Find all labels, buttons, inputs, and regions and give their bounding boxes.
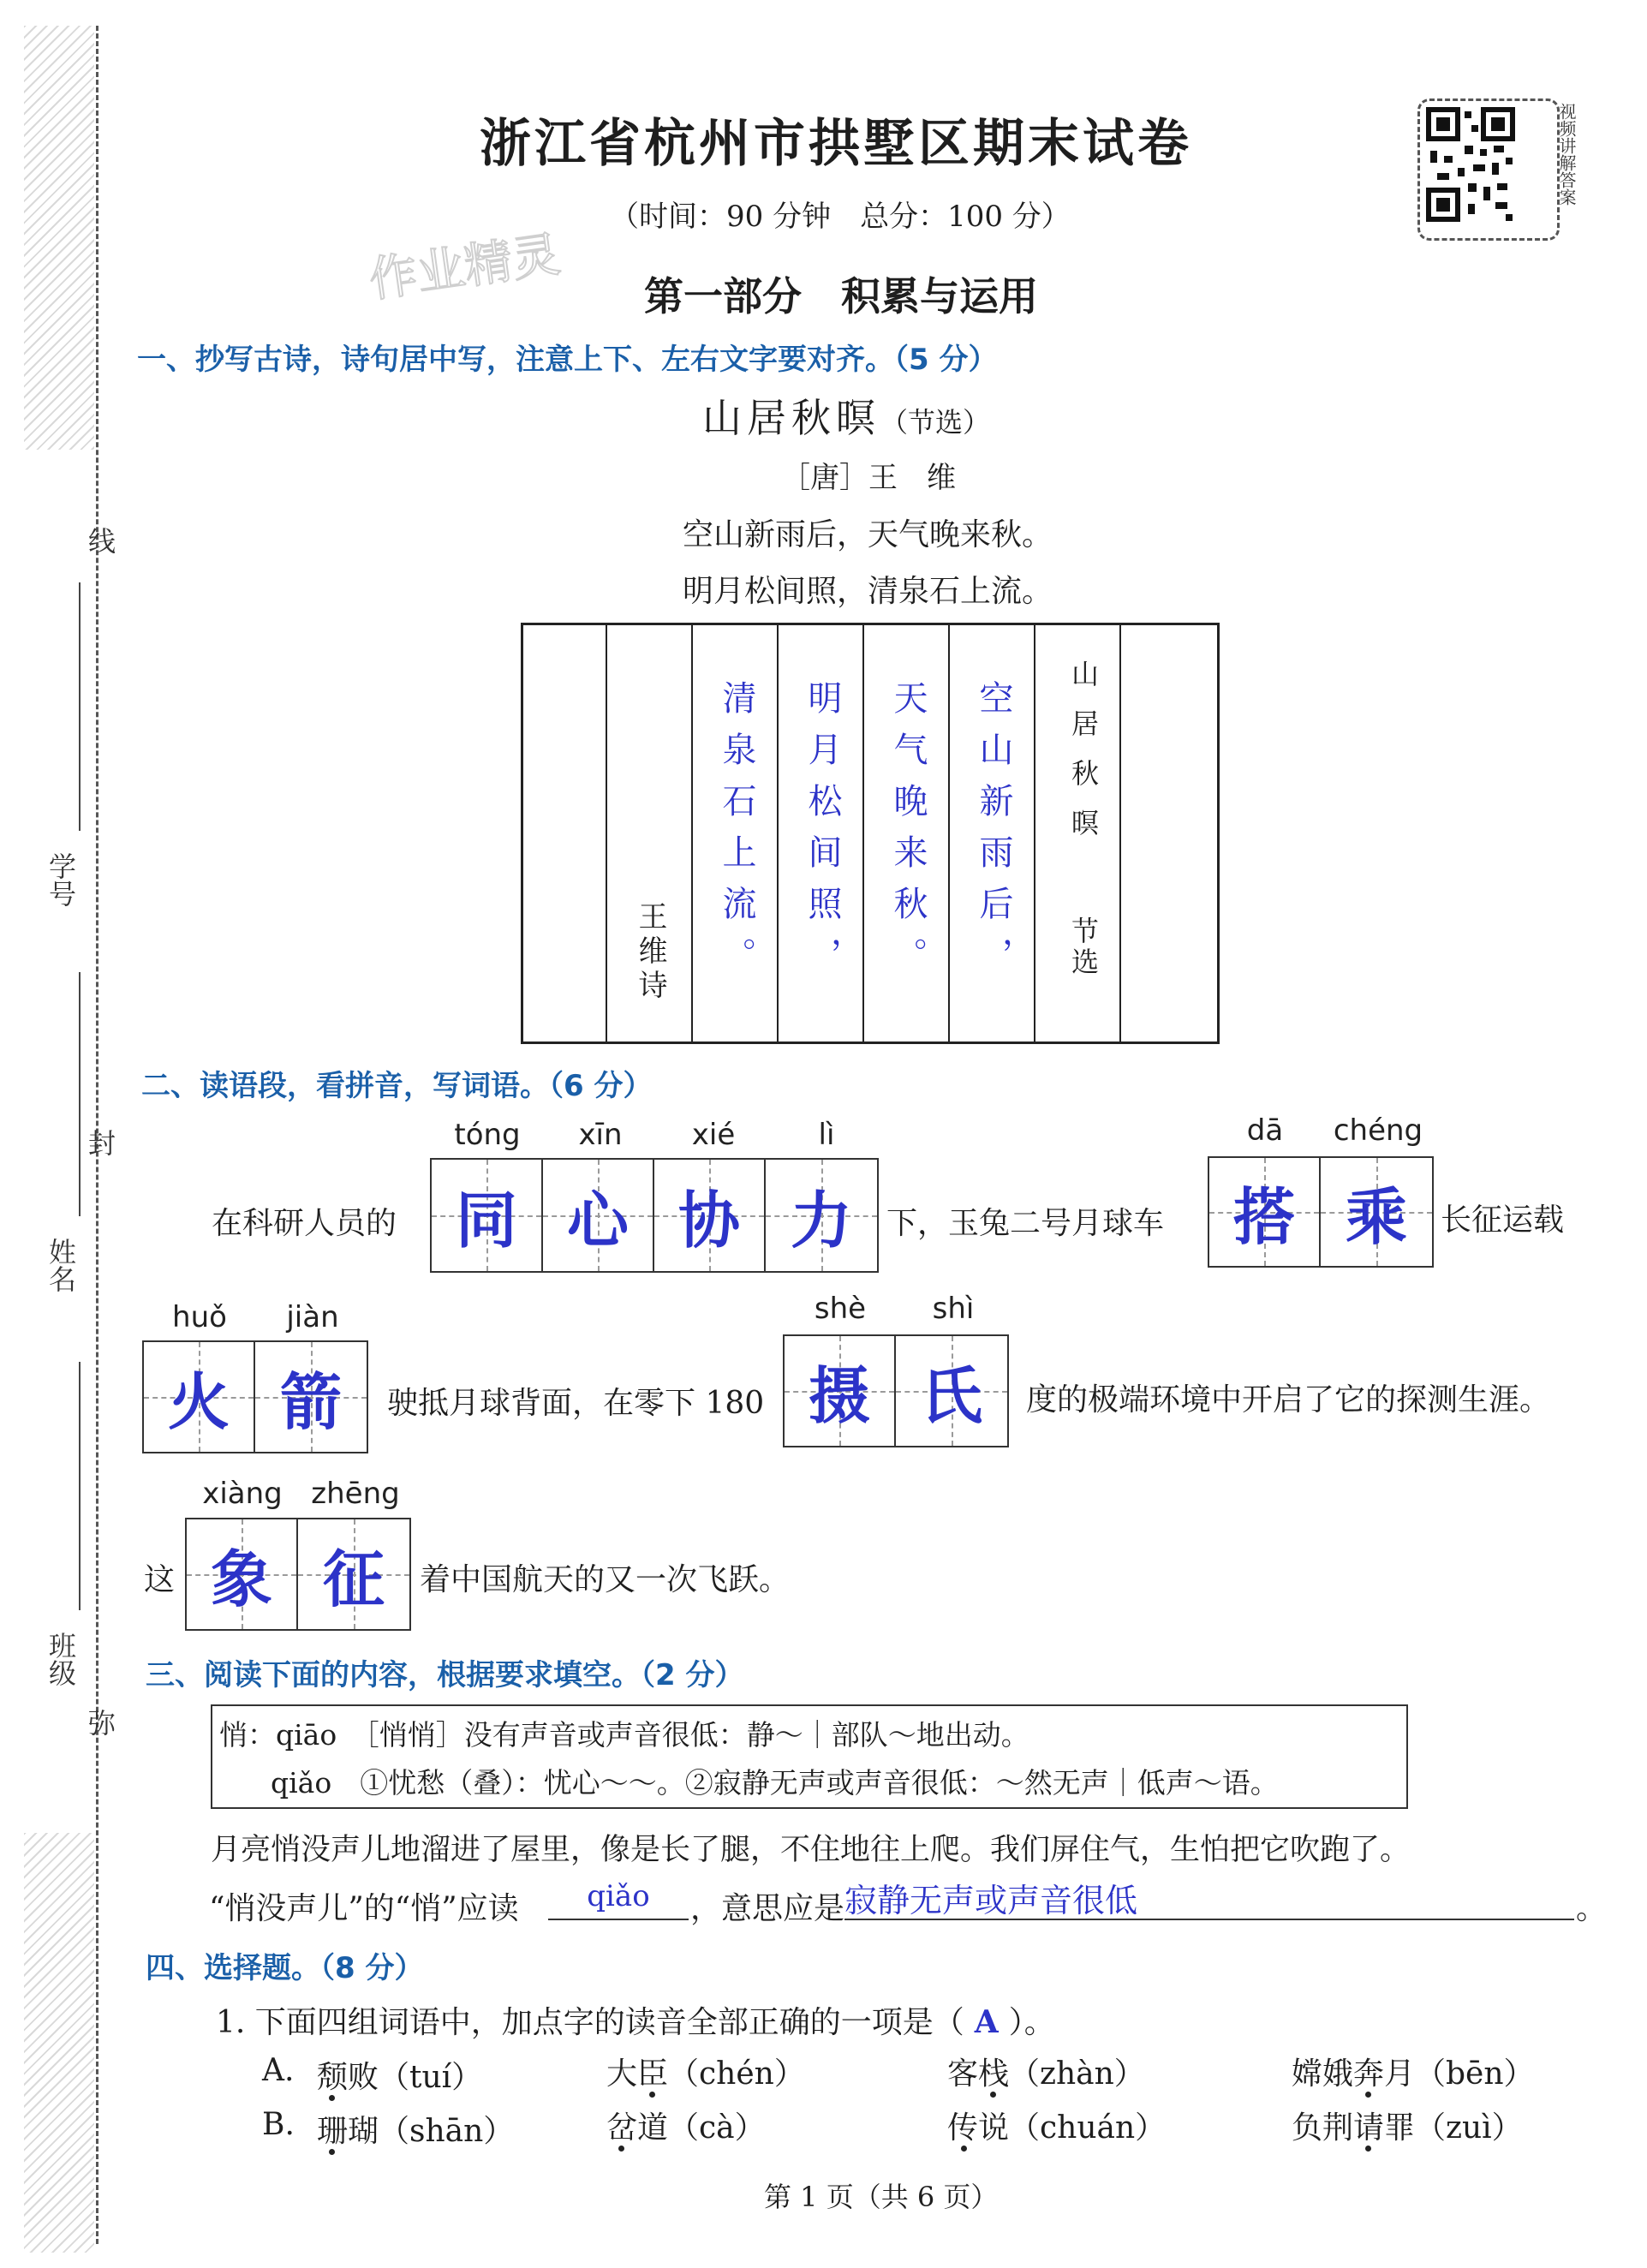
time-score-info: （时间：90 分钟 总分：100 分）	[610, 200, 1071, 234]
emphasis-dot	[1365, 2092, 1371, 2098]
grid-line-1: 空山新雨后，	[974, 680, 1013, 988]
q2-text-7: 着中国航天的又一次飞跃。	[420, 1562, 791, 1597]
q4-question-1	[216, 1998, 1055, 2042]
option-a-label[interactable]: A.	[262, 2053, 295, 2088]
answer-char: 力	[790, 1184, 852, 1256]
answer-meaning: 寂静无声或声音很低	[844, 1882, 1138, 1919]
poem-line-2: 明月松间照，清泉石上流。	[683, 574, 1053, 609]
binding-hatch-top	[24, 26, 94, 450]
answer-char: 协	[677, 1184, 740, 1256]
answer-box-tongxinxieli[interactable]	[430, 1158, 879, 1273]
answer-box-xiangzheng[interactable]	[185, 1518, 411, 1631]
q3-question-prefix: “悄没声儿”的“悄”应读	[209, 1891, 519, 1926]
answer-cell	[896, 1336, 1007, 1446]
pinyin: shè	[814, 1292, 867, 1326]
dictionary-line-2: qiǎo ①忧愁（叠）：忧心～～。②寂静无声或声音很低：～然无声｜低声～语。	[271, 1766, 1279, 1799]
answer-pinyin: qiǎo	[587, 1879, 650, 1913]
answer-char: 心	[566, 1184, 629, 1256]
margin-sealed-label: 弥	[84, 1709, 116, 1736]
grid-line-2: 天气晚来秋。	[888, 680, 928, 988]
grid-line-3: 明月松间照，	[803, 680, 842, 988]
pinyin: tóng	[454, 1118, 521, 1152]
answer-cell	[654, 1160, 766, 1271]
answer-cell	[144, 1342, 255, 1452]
q4-answer: A	[974, 2004, 999, 2040]
q3-sentence: 月亮悄没声儿地溜进了屋里，像是长了腿，不住地往上爬。我们屏住气，生怕把它吹跑了。	[211, 1833, 1411, 1867]
q2-heading: 二、读语段，看拼音，写词语。（6 分）	[141, 1069, 653, 1103]
option-b-item-1: 珊瑚（shān）	[317, 2114, 515, 2149]
option-a-item-1: 颓败（tuí）	[317, 2060, 483, 2095]
qr-code[interactable]	[1417, 98, 1560, 241]
grid-column-1	[523, 625, 607, 1041]
margin-seal-label: 封	[84, 1129, 116, 1156]
pinyin: zhēng	[311, 1477, 400, 1511]
option-b-item-3: 传说（chuán）	[947, 2110, 1167, 2146]
emphasis-dot	[961, 2146, 967, 2152]
answer-char: 氏	[920, 1359, 982, 1432]
margin-line-label: 线	[84, 527, 116, 554]
answer-cell	[1321, 1158, 1432, 1266]
option-a-item-4: 嫦娥奔月（bēn）	[1292, 2056, 1535, 2092]
q2-text-5: 度的极端环境中开启了它的探测生涯。	[1026, 1382, 1551, 1418]
grid-poem-note: 节选	[1067, 916, 1100, 978]
answer-char: 摄	[808, 1359, 870, 1432]
emphasis-dot	[329, 2095, 335, 2101]
answer-cell	[766, 1160, 877, 1271]
grid-column-8	[1123, 625, 1207, 1041]
q2-text-4: 驶抵月球背面，在零下 180	[387, 1386, 765, 1421]
answer-blank-pinyin[interactable]	[548, 1879, 689, 1920]
option-b-item-2: 岔道（cà）	[606, 2110, 766, 2146]
q1-heading: 一、抄写古诗，诗句居中写，注意上下、左右文字要对齐。（5 分）	[137, 343, 998, 377]
poem-author: ［唐］王 维	[781, 461, 956, 495]
student-no-label: 学号	[45, 852, 77, 907]
pinyin: xié	[691, 1118, 736, 1152]
answer-cell	[255, 1342, 367, 1452]
pinyin: jiàn	[286, 1300, 339, 1334]
option-b-label[interactable]: B.	[262, 2107, 295, 2142]
poem-title	[702, 387, 990, 444]
q2-text-3: 长征运载	[1441, 1203, 1565, 1238]
poem-line-1: 空山新雨后，天气晚来秋。	[683, 517, 1053, 552]
q2-text-2: 下，玉兔二号月球车	[886, 1206, 1165, 1241]
page-footer: 第 1 页（共 6 页）	[764, 2181, 999, 2213]
answer-char: 同	[455, 1184, 517, 1256]
qr-label: 视频讲解答案	[1556, 103, 1577, 206]
answer-box-sheshi[interactable]	[783, 1334, 1009, 1447]
emphasis-dot	[618, 2146, 624, 2152]
answer-char: 搭	[1232, 1180, 1295, 1253]
option-b-item-4: 负荆请罪（zuì）	[1292, 2110, 1523, 2146]
q2-text-1: 在科研人员的	[212, 1206, 397, 1241]
binding-hatch-bottom	[24, 1833, 94, 2253]
q3-question-mid: ，意思应是	[690, 1891, 845, 1926]
grid-poem-title: 山居秋暝	[1067, 660, 1100, 858]
answer-cell	[432, 1160, 543, 1271]
emphasis-dot	[990, 2092, 996, 2098]
emphasis-dot	[1365, 2146, 1371, 2152]
pinyin: huǒ	[172, 1300, 227, 1334]
qr-code-image	[1420, 101, 1552, 233]
q3-heading: 三、阅读下面的内容，根据要求填空。（2 分）	[146, 1658, 744, 1692]
part1-heading: 第一部分 积累与运用	[644, 273, 1038, 319]
student-no-blank[interactable]	[79, 582, 81, 831]
answer-char: 象	[210, 1543, 272, 1615]
poem-copy-grid[interactable]	[521, 623, 1220, 1044]
name-label: 姓名	[45, 1238, 77, 1292]
class-label: 班级	[45, 1632, 77, 1686]
answer-cell	[298, 1519, 409, 1629]
answer-cell	[543, 1160, 654, 1271]
pinyin: lì	[818, 1118, 835, 1152]
option-a-item-3: 客栈（zhàn）	[947, 2056, 1145, 2092]
grid-author: 王维诗	[633, 901, 667, 1004]
poem-note: （节选）	[880, 406, 991, 439]
dictionary-entry-box	[211, 1704, 1408, 1809]
answer-cell	[1209, 1158, 1321, 1266]
pinyin: shì	[932, 1292, 975, 1326]
watermark: 作业精灵	[366, 226, 564, 309]
pinyin: dā	[1246, 1113, 1284, 1148]
q4-heading: 四、选择题。（8 分）	[146, 1951, 424, 1985]
pinyin: chéng	[1333, 1113, 1423, 1148]
dictionary-line-1: 悄：qiāo ［悄悄］没有声音或声音很低：静～｜部队～地出动。	[219, 1718, 1029, 1752]
answer-cell	[785, 1336, 896, 1446]
answer-blank-meaning[interactable]	[844, 1874, 1574, 1920]
pinyin: xiàng	[202, 1477, 283, 1511]
q2-text-6: 这	[144, 1562, 176, 1597]
q3-question-end: 。	[1576, 1891, 1608, 1926]
option-a-item-2: 大臣（chén）	[606, 2056, 805, 2092]
q4-question-1-text: 1. 下面四组词语中，加点字的读音全部正确的一项是（	[216, 2005, 964, 2040]
class-blank[interactable]	[79, 1362, 81, 1610]
poem-title-text: 山居秋暝	[702, 395, 880, 441]
answer-box-huojian[interactable]	[142, 1340, 368, 1453]
name-blank[interactable]	[79, 972, 81, 1216]
answer-box-dacheng[interactable]	[1208, 1156, 1434, 1268]
pinyin: xīn	[578, 1118, 623, 1152]
answer-char: 征	[322, 1543, 385, 1615]
emphasis-dot	[649, 2092, 655, 2098]
answer-char: 箭	[279, 1365, 342, 1438]
emphasis-dot	[329, 2149, 335, 2155]
answer-char: 乘	[1345, 1180, 1407, 1253]
exam-title: 浙江省杭州市拱墅区期末试卷	[480, 114, 1192, 174]
answer-cell	[187, 1519, 298, 1629]
q4-question-1-close: ）。	[1008, 2005, 1055, 2040]
grid-line-4: 清泉石上流。	[717, 680, 756, 988]
answer-char: 火	[167, 1365, 230, 1438]
